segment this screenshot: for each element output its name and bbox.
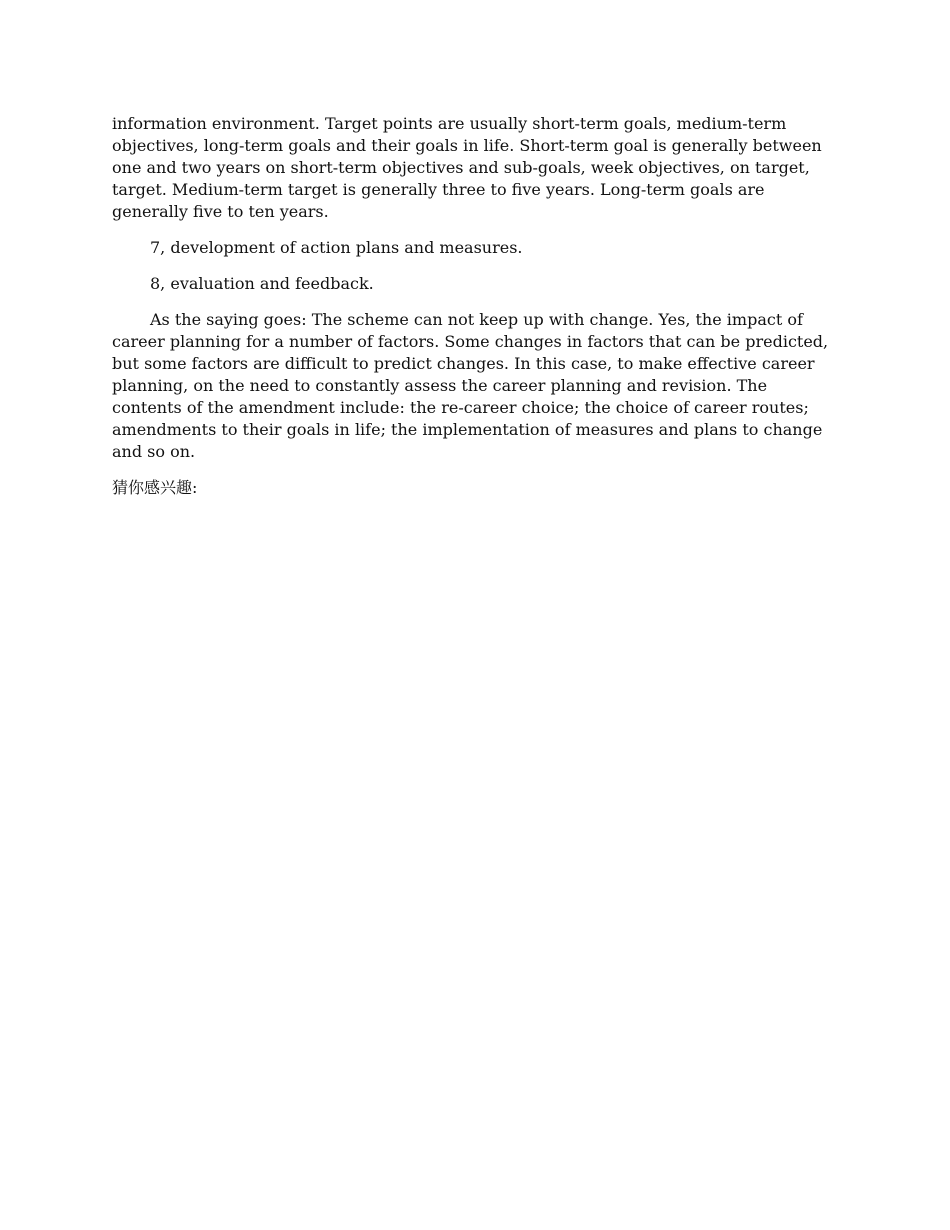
document-body [112, 113, 838, 513]
paragraph-step-8: 8, evaluation and feedback. [150, 274, 374, 293]
paragraph-target-points: information environment. Target points are usually short-term goals, medium-term objectives, long-term goals and their goals in life. Short-term goal is generally between one and two years on short-term objectives and sub-goals, week objectives, on target, target. Medium-term target is generally three to five years. Long-term goals are generally five to ten years. [112, 114, 822, 221]
related-label: 猜你感兴趣: [112, 478, 198, 497]
paragraph-step-7: 7, development of action plans and measures. [150, 238, 523, 257]
paragraph-revision: As the saying goes: The scheme can not keep up with change. Yes, the impact of career planning for a number of factors. Some changes in factors that can be predicted, but some factors are difficult to predict changes. In this case, to make effective career planning, on the need to constantly assess the career planning and revision. The contents of the amendment include: the re-career choice; the choice of career routes; amendments to their goals in life; the implementation of measures and plans to change and so on. [112, 310, 829, 461]
